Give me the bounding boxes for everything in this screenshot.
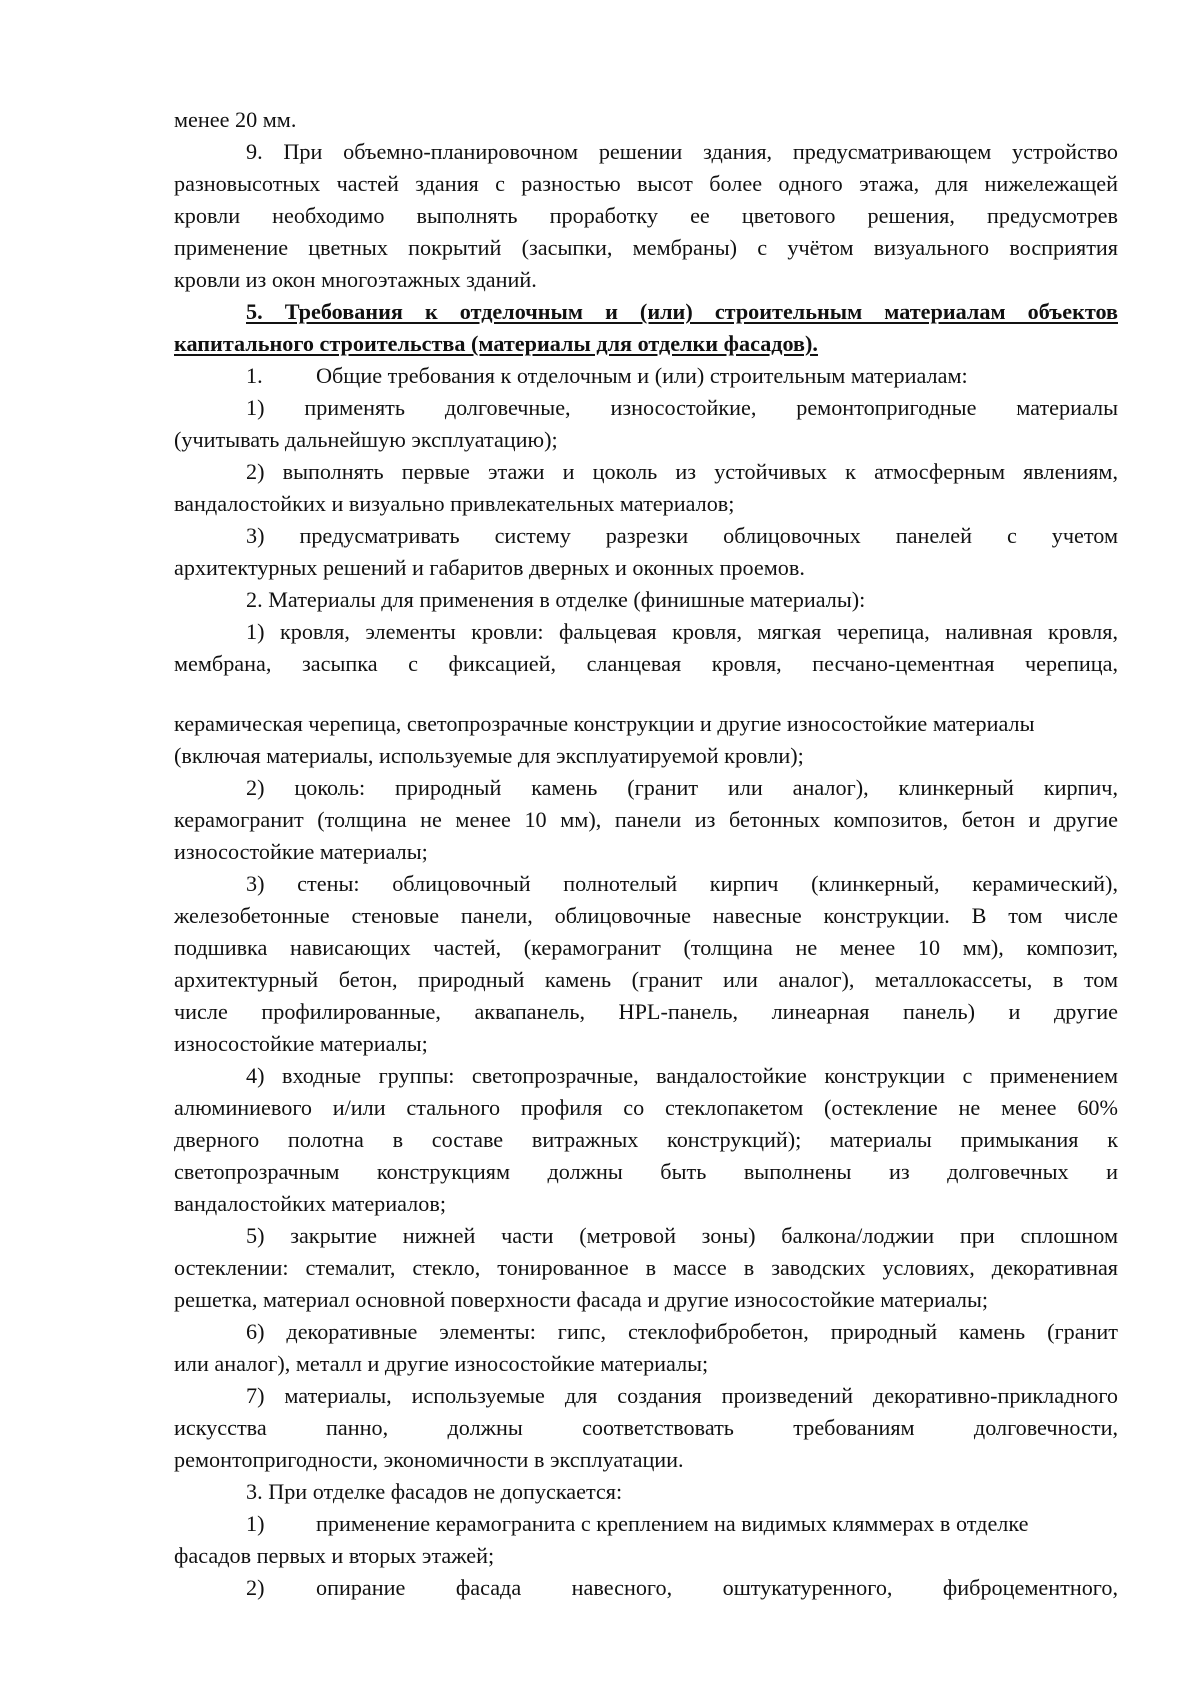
numbered-item — [246, 1508, 1118, 1540]
list-item-1 — [246, 360, 1118, 392]
text-line: керамическая черепица, светопрозрачные конструкции и другие износостойкие материалы — [174, 711, 1035, 736]
text-line: 7) материалы, используемые для создания произведений декоративно-прикладного — [246, 1383, 1118, 1408]
text-line: применение цветных покрытий (засыпки, мембраны) с учётом визуального восприятия — [174, 235, 1118, 260]
text-line: алюминиевого и/или стального профиля со стеклопакетом (остекление не менее 60% — [174, 1095, 1118, 1120]
list-number: 2) — [246, 1575, 265, 1600]
text-line: 4) входные группы: светопрозрачные, вандалостойкие конструкции с применением — [246, 1063, 1118, 1088]
text-line: светопрозрачным конструкциям должны быть выполнены из долговечных и — [174, 1159, 1118, 1184]
section-5-heading: 5. Требования к отделочным и (или) строительным материалам объектов — [246, 299, 1118, 324]
paragraph-9-start: 9. При объемно-планировочном решении здания, предусматривающем устройство — [246, 139, 1118, 164]
text-line: или аналог), металл и другие износостойкие материалы; — [174, 1351, 709, 1376]
text-line: 2) выполнять первые этажи и цоколь из устойчивых к атмосферным явлениям, — [246, 459, 1118, 484]
text-line: вандалостойких и визуально привлекательных материалов; — [174, 491, 735, 516]
text-line: (учитывать дальнейшую эксплуатацию); — [174, 427, 558, 452]
text-line: дверного полотна в составе витражных конструкций); материалы примыкания к — [174, 1127, 1118, 1152]
text-line: железобетонные стеновые панели, облицовочные навесные конструкции. В том числе — [174, 903, 1118, 928]
text-line: фасадов первых и вторых этажей; — [174, 1543, 495, 1568]
text-line: архитектурный бетон, природный камень (гранит или аналог), металлокассеты, в том — [174, 967, 1118, 992]
text-line: разновысотных частей здания с разностью высот более одного этажа, для нижележащей — [174, 171, 1118, 196]
text-line: остеклении: стемалит, стекло, тонированное в массе в заводских условиях, декоративная — [174, 1255, 1118, 1280]
text-line: 1) кровля, элементы кровли: фальцевая кровля, мягкая черепица, наливная кровля, — [246, 619, 1118, 644]
text-line: подшивка нависающих частей, (керамогранит (толщина не менее 10 мм), композит, — [174, 935, 1118, 960]
text-line: искусства панно, должны соответствовать требованиям долговечности, — [174, 1415, 1118, 1440]
text-line: вандалостойких материалов; — [174, 1191, 446, 1216]
text-line: 2) цоколь: природный камень (гранит или аналог), клинкерный кирпич, — [246, 775, 1118, 800]
text-line: кровли из окон многоэтажных зданий. — [174, 267, 537, 292]
text-line: ремонтопригодности, экономичности в эксплуатации. — [174, 1447, 684, 1472]
list-item-text: Общие требования к отделочным и (или) строительным материалам: — [316, 363, 968, 388]
text-line: 1) применять долговечные, износостойкие, ремонтопригодные материалы — [246, 395, 1118, 420]
text-line: мембрана, засыпка с фиксацией, сланцевая кровля, песчано-цементная черепица, — [174, 651, 1118, 676]
section-5-heading-cont: капитального строительства (материалы для отделки фасадов). — [174, 331, 818, 356]
text-line: числе профилированные, аквапанель, HPL-панель, линеарная панель) и другие — [174, 999, 1118, 1024]
text-line: износостойкие материалы; — [174, 1031, 428, 1056]
list-item-2: 2. Материалы для применения в отделке (финишные материалы): — [246, 587, 866, 612]
list-item-text: опирание фасада навесного, оштукатуренного, фиброцементного, — [316, 1575, 1118, 1600]
text-line: (включая материалы, используемые для эксплуатируемой кровли); — [174, 743, 804, 768]
list-number: 1. — [246, 363, 263, 388]
text-line: 3) предусматривать систему разрезки облицовочных панелей с учетом — [246, 523, 1118, 548]
text-line: архитектурных решений и габаритов дверных и оконных проемов. — [174, 555, 805, 580]
list-number: 1) — [246, 1511, 265, 1536]
list-item-3: 3. При отделке фасадов не допускается: — [246, 1479, 623, 1504]
text-line: 5) закрытие нижней части (метровой зоны) балкона/лоджии при сплошном — [246, 1223, 1118, 1248]
text-line: кровли необходимо выполнять проработку ее цветового решения, предусмотрев — [174, 203, 1118, 228]
numbered-item — [246, 1572, 1118, 1604]
text-line: 3) стены: облицовочный полнотелый кирпич (клинкерный, керамический), — [246, 871, 1118, 896]
text-line: менее 20 мм. — [174, 107, 297, 132]
text-line: керамогранит (толщина не менее 10 мм), панели из бетонных композитов, бетон и другие — [174, 807, 1118, 832]
text-line: износостойкие материалы; — [174, 839, 428, 864]
list-item-text: применение керамогранита с креплением на видимых кляммерах в отделке — [316, 1511, 1029, 1536]
text-line: решетка, материал основной поверхности фасада и другие износостойкие материалы; — [174, 1287, 989, 1312]
text-line: 6) декоративные элементы: гипс, стеклофибробетон, природный камень (гранит — [246, 1319, 1118, 1344]
